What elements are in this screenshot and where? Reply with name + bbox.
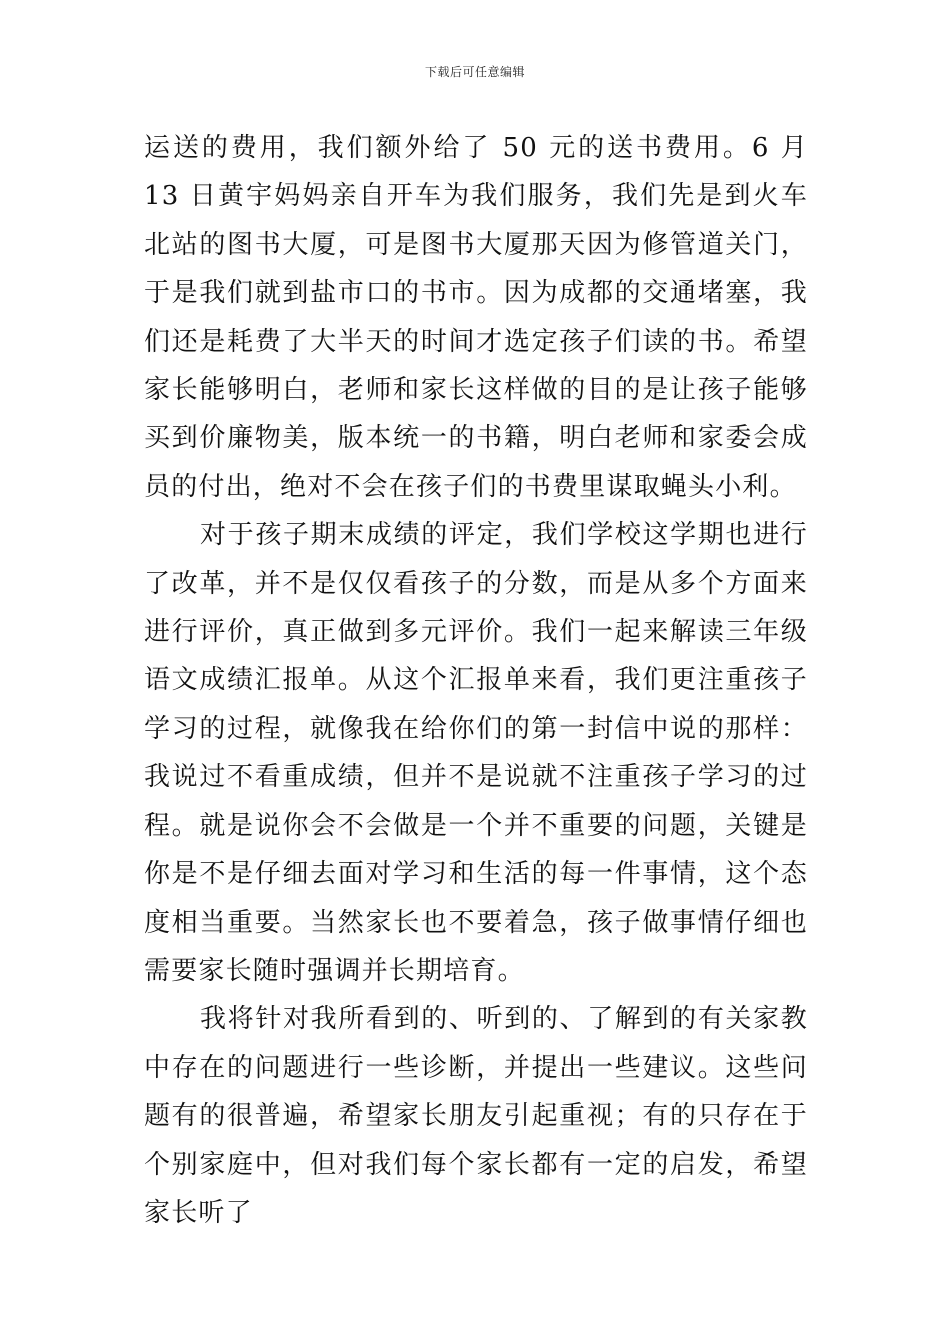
- page-header: 下载后可任意编辑: [424, 65, 525, 79]
- document-body: [144, 124, 808, 1237]
- paragraph-continued: 运送的费用，我们额外给了 50 元的送书费用。6 月 13 日黄宇妈妈亲自开车为我们服务，我们先是到火车北站的图书大厦，可是图书大厦那天因为修管道关门，于是我们就到盐市口的书市。因为成都的交通堵塞，我们还是耗费了大半天的时间才选定孩子们读的书。希望家长能够明白，老师和家长这样做的目的是让孩子能够买到价廉物美，版本统一的书籍，明白老师和家委会成员的付出，绝对不会在孩子们的书费里谋取蝇头小利。: [144, 133, 808, 502]
- paragraph-family-education: 我将针对我所看到的、听到的、了解到的有关家教中存在的问题进行一些诊断，并提出一些建议。这些问题有的很普遍，希望家长朋友引起重视；有的只存在于个别家庭中，但对我们每个家长都有一定的启发，希望家长听了: [144, 1004, 808, 1228]
- paragraph-grading-reform: 对于孩子期末成绩的评定，我们学校这学期也进行了改革，并不是仅仅看孩子的分数，而是从多个方面来进行评价，真正做到多元评价。我们一起来解读三年级语文成绩汇报单。从这个汇报单来看，我们更注重孩子学习的过程，就像我在给你们的第一封信中说的那样：我说过不看重成绩，但并不是说就不注重孩子学习的过程。就是说你会不会做是一个并不重要的问题，关键是你是不是仔细去面对学习和生活的每一件事情，这个态度相当重要。当然家长也不要着急，孩子做事情仔细也需要家长随时强调并长期培育。: [144, 520, 808, 986]
